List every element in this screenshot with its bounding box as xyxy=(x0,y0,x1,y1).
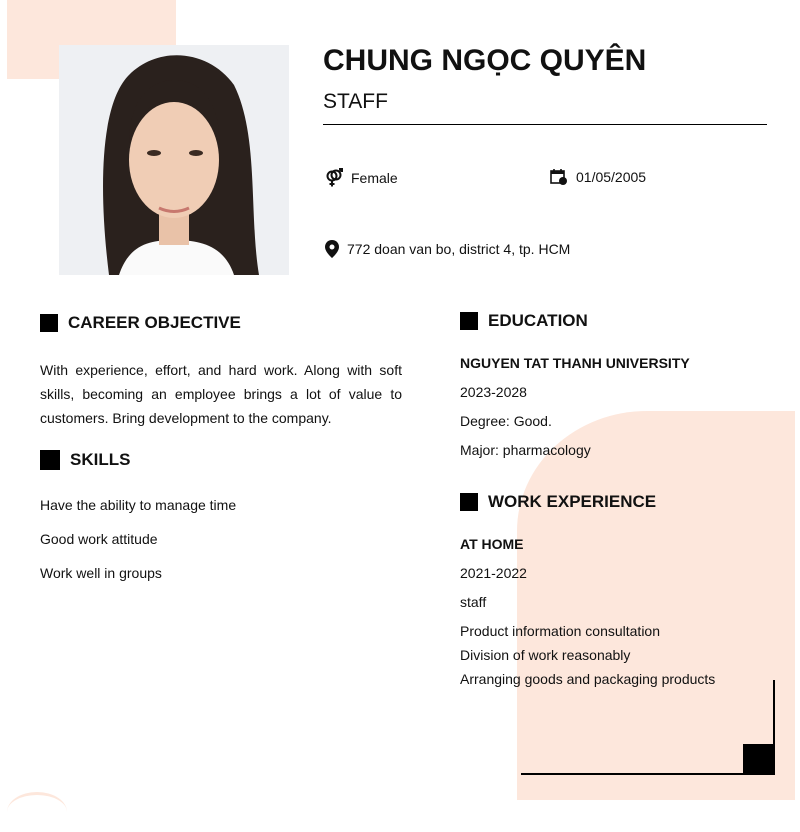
school-name: NGUYEN TAT THANH UNIVERSITY xyxy=(460,355,690,371)
career-objective-heading: CAREER OBJECTIVE xyxy=(40,313,241,333)
header-divider xyxy=(323,124,767,125)
work-company: AT HOME xyxy=(460,536,524,552)
decor-bottom-left xyxy=(7,792,67,832)
gender-info xyxy=(325,168,398,188)
work-role: staff xyxy=(460,594,487,610)
decor-bottom-right xyxy=(517,411,795,800)
gender-value: Female xyxy=(351,170,398,186)
gender-icon xyxy=(325,168,343,188)
skills-heading: SKILLS xyxy=(40,450,130,470)
job-title: STAFF xyxy=(323,90,388,113)
skill-item: Work well in groups xyxy=(40,565,162,581)
address-info xyxy=(325,240,570,258)
education-heading: EDUCATION xyxy=(460,311,588,331)
skill-item: Have the ability to manage time xyxy=(40,497,237,513)
education-years: 2023-2028 xyxy=(460,384,527,400)
career-objective-text: With experience, effort, and hard work. Along with soft skills, becoming an employee brings a lot of value to customers. Bring development to the company. xyxy=(40,362,402,426)
calendar-icon xyxy=(550,168,568,186)
profile-photo xyxy=(59,45,289,275)
decor-line-horizontal xyxy=(521,773,775,775)
work-task: Arranging goods and packaging products xyxy=(460,671,716,687)
education-major: Major: pharmacology xyxy=(460,442,591,458)
education-degree: Degree: Good. xyxy=(460,413,552,429)
skill-item: Good work attitude xyxy=(40,531,158,547)
decor-square xyxy=(743,744,775,775)
candidate-name: CHUNG NGỌC QUYÊN xyxy=(323,44,647,77)
work-task: Division of work reasonably xyxy=(460,647,631,663)
birthdate-info xyxy=(550,168,646,186)
work-experience-heading: WORK EXPERIENCE xyxy=(460,492,656,512)
birthdate-value: 01/05/2005 xyxy=(576,169,647,185)
location-pin-icon xyxy=(325,240,339,258)
work-years: 2021-2022 xyxy=(460,565,527,581)
address-value: 772 doan van bo, district 4, tp. HCM xyxy=(347,241,571,257)
work-task: Product information consultation xyxy=(460,623,660,639)
